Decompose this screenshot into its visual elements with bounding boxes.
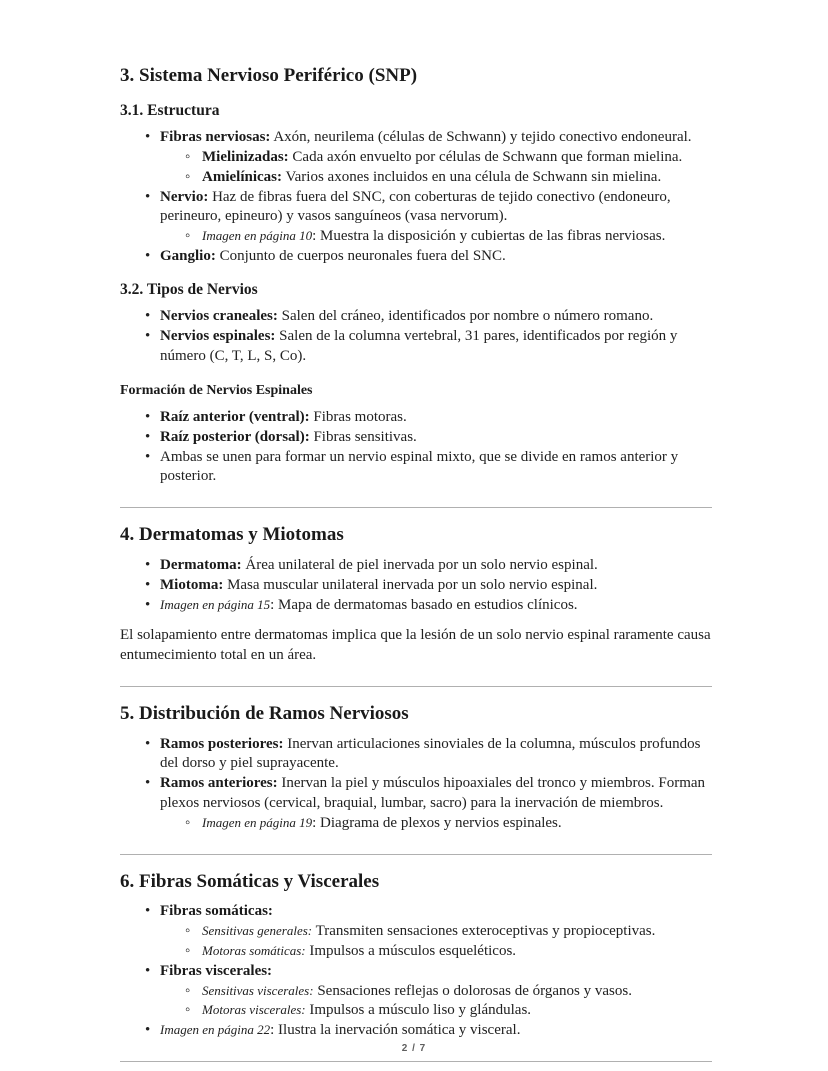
list-item: [120, 307, 712, 327]
list-item-italic-lead: Imagen en página 15: [160, 596, 271, 612]
minor-heading: Formación de Nervios Espinales: [120, 383, 313, 399]
list-item: [120, 982, 712, 1002]
list-item-text: Motoras viscerales: Impulsos a músculo liso y glándulas.: [202, 1002, 532, 1019]
bullet-icon: •: [145, 247, 151, 264]
list-item: [120, 128, 712, 148]
list-item-bold-lead: Ramos anteriores:: [160, 775, 278, 792]
bullet-icon: •: [145, 556, 151, 573]
circle-bullet-icon: ◦: [185, 814, 191, 831]
list-item-bold-lead: Fibras somáticas:: [160, 903, 273, 920]
bullet-icon: •: [145, 596, 151, 613]
list-item: [120, 188, 712, 228]
bullet-icon: •: [145, 327, 151, 344]
list-item-italic-lead: Imagen en página 10: [202, 228, 313, 244]
bullet-icon: •: [145, 448, 151, 465]
paragraph: El solapamiento entre dermatomas implica que la lesión de un solo nervio espinal raramente causa entumecimiento total en un área.: [120, 627, 711, 664]
circle-bullet-icon: ◦: [185, 982, 191, 999]
list-item: [120, 1001, 712, 1021]
bullet-icon: •: [145, 962, 151, 979]
list-item: [120, 962, 712, 982]
bullet-list: [120, 307, 712, 366]
bullet-list: [120, 902, 712, 1041]
list-item-bold-lead: Mielinizadas:: [202, 148, 289, 165]
list-item: [120, 1021, 712, 1041]
section-divider: [120, 507, 712, 508]
list-item-text: Raíz posterior (dorsal): Fibras sensitivas.: [160, 428, 417, 445]
bullet-icon: •: [145, 308, 151, 325]
list-item: [120, 448, 712, 488]
list-item-italic-lead: Sensitivas generales:: [202, 923, 313, 939]
section-heading: 5. Distribución de Ramos Nerviosos: [120, 702, 409, 724]
list-item-italic-lead: Motoras somáticas:: [202, 942, 306, 958]
section-heading: 4. Dermatomas y Miotomas: [120, 524, 344, 546]
list-item-italic-lead: Imagen en página 19: [202, 814, 313, 830]
list-item-text: Nervios espinales: Salen de la columna vertebral, 31 pares, identificados por región y número (C, T, L, S, Co).: [160, 327, 678, 364]
document-content: [120, 64, 712, 1071]
bullet-icon: •: [145, 129, 151, 146]
list-item-bold-lead: Ganglio:: [160, 247, 216, 264]
bullet-icon: •: [145, 576, 151, 593]
section-divider: [120, 686, 712, 687]
list-item-text: Raíz anterior (ventral): Fibras motoras.: [160, 408, 407, 425]
list-item: [120, 942, 712, 962]
list-item-bold-lead: Miotoma:: [160, 576, 224, 593]
bullet-icon: •: [145, 408, 151, 425]
list-item: [120, 168, 712, 188]
list-item-text: Dermatoma: Área unilateral de piel inervada por un solo nervio espinal.: [160, 556, 598, 573]
section-divider: [120, 854, 712, 855]
bullet-icon: •: [145, 903, 151, 920]
list-item-text: [160, 903, 273, 919]
list-item-italic-lead: Imagen en página 22: [160, 1022, 271, 1038]
list-item-text: Sensitivas generales: Transmiten sensaciones exteroceptivas y propioceptivas.: [202, 923, 656, 940]
bullet-icon: •: [145, 428, 151, 445]
list-item: [120, 247, 712, 267]
list-item-text: Imagen en página 22: Ilustra la inervación somática y visceral.: [160, 1022, 521, 1039]
circle-bullet-icon: ◦: [185, 942, 191, 959]
list-item-bold-lead: Nervio:: [160, 188, 209, 205]
list-item: [120, 814, 712, 834]
bullet-list: [120, 735, 712, 834]
list-item-bold-lead: Ramos posteriores:: [160, 735, 284, 752]
list-item: [120, 428, 712, 448]
list-item-text: Amielínicas: Varios axones incluidos en una célula de Schwann sin mielina.: [202, 168, 662, 185]
list-item-italic-lead: Sensitivas viscerales:: [202, 982, 314, 998]
bullet-icon: •: [145, 188, 151, 205]
list-item-text: Nervios craneales: Salen del cráneo, identificados por nombre o número romano.: [160, 308, 654, 325]
list-item: [120, 556, 712, 576]
subsection-heading: 3.2. Tipos de Nervios: [120, 280, 258, 298]
circle-bullet-icon: ◦: [185, 228, 191, 245]
list-item: [120, 576, 712, 596]
list-item-text: Sensitivas viscerales: Sensaciones reflejas o dolorosas de órganos y vasos.: [202, 982, 632, 999]
list-item-bold-lead: Raíz posterior (dorsal):: [160, 428, 310, 445]
bullet-icon: •: [145, 735, 151, 752]
list-item-text: Imagen en página 15: Mapa de dermatomas basado en estudios clínicos.: [160, 596, 578, 613]
list-item: [120, 774, 712, 814]
list-item-text: Mielinizadas: Cada axón envuelto por células de Schwann que forman mielina.: [202, 148, 683, 165]
list-item: [120, 408, 712, 428]
bullet-list: [120, 128, 712, 267]
list-item-text: Ganglio: Conjunto de cuerpos neuronales fuera del SNC.: [160, 247, 506, 264]
list-item-bold-lead: Nervios espinales:: [160, 327, 276, 344]
section-heading: 6. Fibras Somáticas y Viscerales: [120, 870, 380, 892]
list-item-bold-lead: Fibras nerviosas:: [160, 129, 271, 146]
circle-bullet-icon: ◦: [185, 1002, 191, 1019]
list-item-text: Imagen en página 19: Diagrama de plexos y nervios espinales.: [202, 814, 562, 831]
list-item-bold-lead: Raíz anterior (ventral):: [160, 408, 310, 425]
bullet-icon: •: [145, 775, 151, 792]
list-item: [120, 922, 712, 942]
list-item-text: Nervio: Haz de fibras fuera del SNC, con coberturas de tejido conectivo (endoneuro, perineuro, epineuro) y vasos sanguíneos (vasa nervorum).: [160, 188, 671, 225]
circle-bullet-icon: ◦: [185, 168, 191, 185]
list-item-bold-lead: Nervios craneales:: [160, 308, 278, 325]
list-item-text: Ramos posteriores: Inervan articulaciones sinoviales de la columna, músculos profundos del dorso y piel suprayacente.: [160, 735, 701, 772]
bullet-icon: •: [145, 1022, 151, 1039]
bullet-list: [120, 556, 712, 615]
list-item: [120, 327, 712, 367]
page-number: 2 / 7: [401, 1043, 427, 1054]
list-item-text: Motoras somáticas: Impulsos a músculos esqueléticos.: [202, 942, 517, 959]
list-item-text: Imagen en página 10: Muestra la disposición y cubiertas de las fibras nerviosas.: [202, 228, 666, 245]
list-item-text: Ramos anteriores: Inervan la piel y músculos hipoaxiales del tronco y miembros. Forman plexos nerviosos (cervical, braquial, lumbar, sacro) para la inervación de miembros.: [160, 775, 706, 812]
list-item: [120, 148, 712, 168]
subsection-heading: 3.1. Estructura: [120, 101, 220, 119]
list-item: [120, 735, 712, 775]
list-item-bold-lead: Amielínicas:: [202, 168, 282, 185]
list-item-text: Ambas se unen para formar un nervio espinal mixto, que se divide en ramos anterior y posterior.: [160, 448, 679, 485]
list-item: [120, 227, 712, 247]
list-item-italic-lead: Motoras viscerales:: [202, 1002, 306, 1018]
list-item-text: Fibras nerviosas: Axón, neurilema (células de Schwann) y tejido conectivo endoneural.: [160, 129, 692, 146]
list-item-bold-lead: Dermatoma:: [160, 556, 242, 573]
list-item-bold-lead: Fibras viscerales:: [160, 962, 273, 979]
section-heading: 3. Sistema Nervioso Periférico (SNP): [120, 65, 418, 86]
list-item: [120, 902, 712, 922]
list-item-text: Miotoma: Masa muscular unilateral inervada por un solo nervio espinal.: [160, 576, 598, 593]
section-divider: [120, 1061, 712, 1062]
circle-bullet-icon: ◦: [185, 148, 191, 165]
list-item-text: [160, 963, 272, 979]
list-item: [120, 596, 712, 616]
bullet-list: [120, 408, 712, 487]
circle-bullet-icon: ◦: [185, 923, 191, 940]
